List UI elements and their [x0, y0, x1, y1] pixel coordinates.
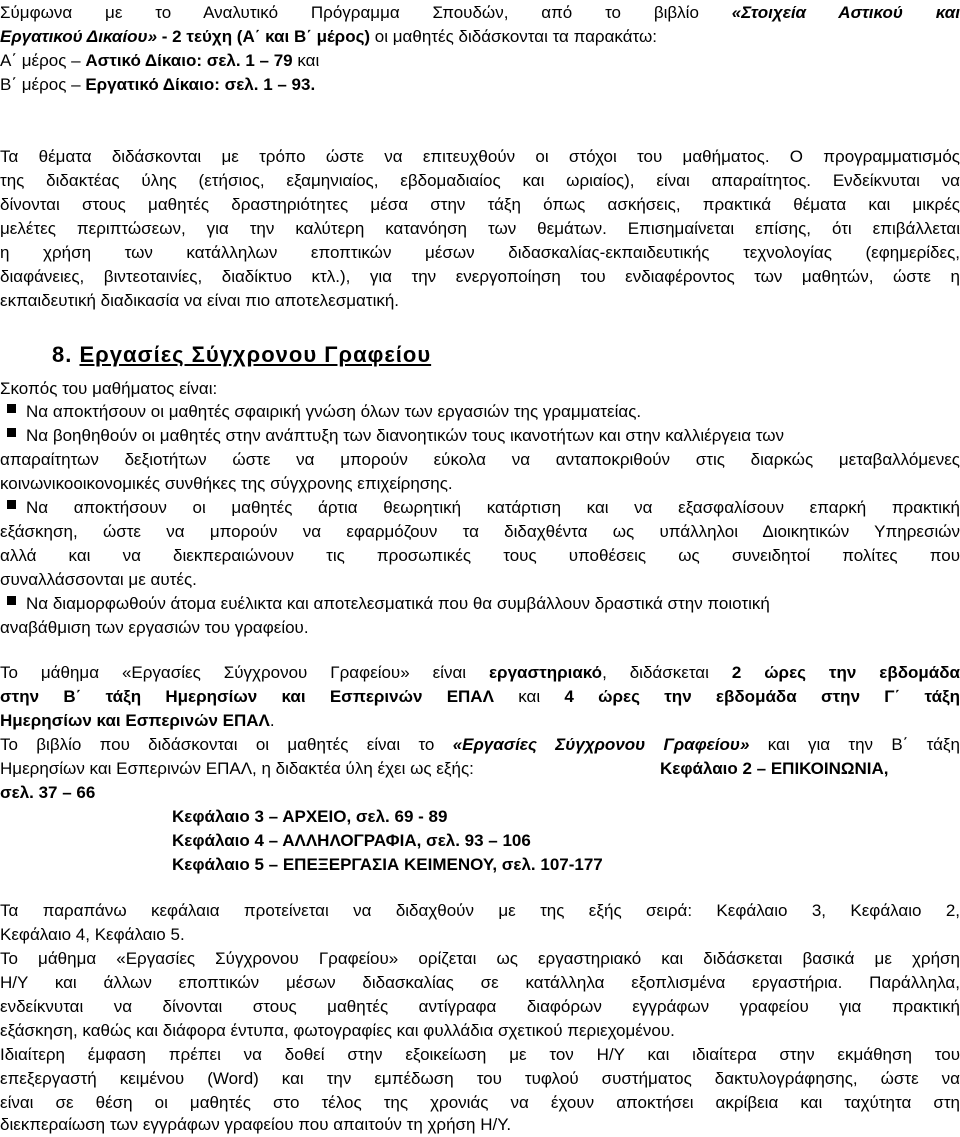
teaching-line: της διδακτέας ύλης (ετήσιος, εξαμηνιαίος, εβδομαδιαίος και ωριαίος), είναι απαραίτητος. Ενδείκνυται να — [0, 171, 960, 190]
bullet-line: Να διαμορφωθούν άτομα ευέλικτα και αποτελεσματικά που θα συμβάλλουν δραστικά στην ποιοτική — [26, 594, 770, 613]
schedule-text: και για την Β΄ τάξη — [749, 735, 960, 754]
bullet-line: απαραίτητων δεξιοτήτων ώστε να μπορούν εύκολα να ανταποκριθούν στις διαρκώς μεταβαλλόμενες — [0, 450, 960, 469]
intro-line-3 — [0, 49, 960, 73]
teaching-line: εκπαιδευτική διαδικασία να είναι πιο αποτελεσματική. — [0, 291, 400, 310]
closing-line: Κεφάλαιο 4, Κεφάλαιο 5. — [0, 925, 185, 944]
bullet-line: αναβάθμιση των εργασιών του γραφείου. — [0, 618, 309, 637]
schedule-line-3 — [0, 709, 960, 733]
part-b-label: Β΄ μέρος – — [0, 75, 86, 94]
section-number: 8. — [52, 342, 73, 367]
teaching-line: η χρήση των κατάλληλων εποπτικών μέσων διδασκαλίας-εκπαιδευτικής τεχνολογίας (εφημερίδες, — [0, 243, 960, 262]
book-volumes: - 2 τεύχη (Α΄ και Β΄ μέρος) — [157, 27, 371, 46]
book-title: «Στοιχεία Αστικού και — [731, 3, 960, 22]
chapter-4-label: Κεφάλαιο 4 – ΑΛΛΗΛΟΓΡΑΦΙΑ, σελ. 93 – 106 — [172, 831, 531, 850]
book-title-cont: Εργατικού Δικαίου» — [0, 27, 158, 46]
chapter-4 — [172, 829, 960, 853]
chapter-2-label: Κεφάλαιο 2 – ΕΠΙΚΟΙΝΩΝΙΑ, — [660, 759, 889, 778]
bullet-line: συναλλάσσονται με αυτές. — [0, 570, 197, 589]
chapter-2-pages — [0, 781, 960, 805]
bullet-marker-icon — [7, 428, 16, 437]
hours-b: 2 ώρες την εβδομάδα — [731, 663, 960, 682]
teaching-line: Τα θέματα διδάσκονται με τρόπο ώστε να επιτευχθούν οι στόχοι του μαθήματος. Ο προγραμματισμός — [0, 147, 960, 166]
bullet-line: εξάσκηση, ώστε να μπορούν να εφαρμόζουν τα διδαχθέντα ως υπάλληλοι Διοικητικών Υπηρεσιών — [0, 522, 960, 541]
aim-label: Σκοπός του μαθήματος είναι: — [0, 379, 218, 398]
closing-line: Το μάθημα «Εργασίες Σύγχρονου Γραφείου» ορίζεται ως εργαστηριακό και διδάσκεται βασικά με χρήση — [0, 949, 960, 968]
class-c: Ημερησίων και Εσπερινών ΕΠΑΛ — [0, 711, 270, 730]
closing-line: Η/Υ και άλλων εποπτικών μέσων διδασκαλίας σε κατάλληλα εξοπλισμένα εργαστήρια. Παράλληλα, — [0, 973, 960, 992]
schedule-line-1 — [0, 661, 960, 685]
bullet-line: αλλά και να διεκπεραιώνουν τις προσωπικές τους υποθέσεις ως συνειδητοί πολίτες που — [0, 546, 960, 565]
part-a-pages: Αστικό Δίκαιο: σελ. 1 – 79 — [85, 51, 293, 70]
book-title-2: «Εργασίες Σύγχρονου Γραφείου» — [452, 735, 750, 754]
closing-line: διεκπεραίωση των εγγράφων γραφείου που απαιτούν τη χρήση Η/Υ. — [0, 1115, 512, 1134]
chapter-2-pages-text: σελ. 37 – 66 — [0, 783, 96, 802]
chapter-2 — [660, 757, 960, 781]
schedule-text: Το μάθημα «Εργασίες Σύγχρονου Γραφείου» είναι — [0, 663, 489, 682]
bullet-marker-icon — [7, 500, 16, 509]
schedule-text: . — [269, 711, 275, 730]
part-a-label: Α΄ μέρος – — [0, 51, 86, 70]
schedule-text: και — [493, 687, 565, 706]
closing-line: είναι σε θέση οι μαθητές στο τέλος της χρονιάς να έχουν αποκτήσει ακρίβεια και ταχύτητα στη — [0, 1093, 960, 1112]
bullet-line: κοινωνικοοικονομικές συνθήκες της σύγχρονης επιχείρησης. — [0, 474, 453, 493]
closing-line: Τα παραπάνω κεφάλαια προτείνεται να διδαχθούν με της εξής σειρά: Κεφάλαιο 3, Κεφάλαιο 2, — [0, 901, 960, 920]
schedule-text: , διδάσκεται — [602, 663, 732, 682]
intro-text: οι μαθητές διδάσκονται τα παρακάτω: — [370, 27, 658, 46]
bullet-marker-icon — [7, 596, 16, 605]
teaching-line: διαφάνειες, βιντεοταινίες, διαδίκτυο κτλ.), για την ενεργοποίηση του ενδιαφέροντος των μαθητών, ώστε η — [0, 267, 960, 286]
bullet-line: Να βοηθηθούν οι μαθητές στην ανάπτυξη των διανοητικών τους ικανοτήτων και στην καλλιέργεια των — [26, 426, 785, 445]
lab-label: εργαστηριακό — [488, 663, 603, 682]
section-heading — [52, 343, 752, 367]
bullet-line: Να αποκτήσουν οι μαθητές σφαιρική γνώση όλων των εργασιών της γραμματείας. — [26, 402, 642, 421]
closing-line: επεξεργαστή κειμένου (Word) και την εμπέδωση του τυφλού συστήματος δακτυλογράφησης, ώστε να — [0, 1069, 960, 1088]
schedule-text: Ημερησίων και Εσπερινών ΕΠΑΛ, η διδακτέα ύλη έχει ως εξής: — [0, 759, 474, 778]
closing-line: εξάσκηση, καθώς και διάφορα έντυπα, φωτογραφίες και φυλλάδια σχετικού περιεχομένου. — [0, 1021, 675, 1040]
schedule-line-2 — [0, 685, 960, 709]
part-b-pages: Εργατικό Δίκαιο: σελ. 1 – 93. — [85, 75, 316, 94]
teaching-line: δίνονται στους μαθητές δραστηριότητες μέσα στην τάξη όπως ασκήσεις, πρακτικά θέματα και μικρές — [0, 195, 960, 214]
hours-c: 4 ώρες την εβδομάδα στην Γ΄ τάξη — [564, 687, 960, 706]
teaching-line: μελέτες περιπτώσεων, για την καλύτερη κατανόηση των θεμάτων. Επισημαίνεται επίσης, ότι επιβάλλεται — [0, 219, 960, 238]
chapter-3-label: Κεφάλαιο 3 – ΑΡΧΕΙΟ, σελ. 69 - 89 — [172, 807, 448, 826]
closing-line: ενδείκνυται να δίνονται στους μαθητές αντίγραφα διαφόρων εγγράφων γραφείου για πρακτική — [0, 997, 960, 1016]
closing-line: Ιδιαίτερη έμφαση πρέπει να δοθεί στην εξοικείωση με τον Η/Υ και ιδιαίτερα στην εκμάθηση του — [0, 1045, 960, 1064]
section-title: Εργασίες Σύγχρονου Γραφείου — [79, 342, 432, 367]
chapter-5-label: Κεφάλαιο 5 – ΕΠΕΞΕΡΓΑΣΙΑ ΚΕΙΜΕΝΟΥ, σελ. 107-177 — [172, 855, 603, 874]
intro-text: και — [292, 51, 320, 70]
chapter-5 — [172, 853, 960, 877]
intro-line-2 — [0, 25, 960, 49]
bullet-marker-icon — [7, 404, 16, 413]
chapter-3 — [172, 805, 960, 829]
intro-text: Σύμφωνα με το Αναλυτικό Πρόγραμμα Σπουδών, από το βιβλίο — [0, 3, 732, 22]
intro-line-4 — [0, 73, 960, 97]
bullet-line: Να αποκτήσουν οι μαθητές άρτια θεωρητική κατάρτιση και να εξασφαλίσουν επαρκή πρακτική — [26, 498, 960, 517]
class-b: στην Β΄ τάξη Ημερησίων και Εσπερινών ΕΠΑΛ — [0, 687, 494, 706]
intro-line-1 — [0, 1, 960, 25]
schedule-line-4 — [0, 733, 960, 757]
schedule-text: Το βιβλίο που διδάσκονται οι μαθητές είναι το — [0, 735, 453, 754]
